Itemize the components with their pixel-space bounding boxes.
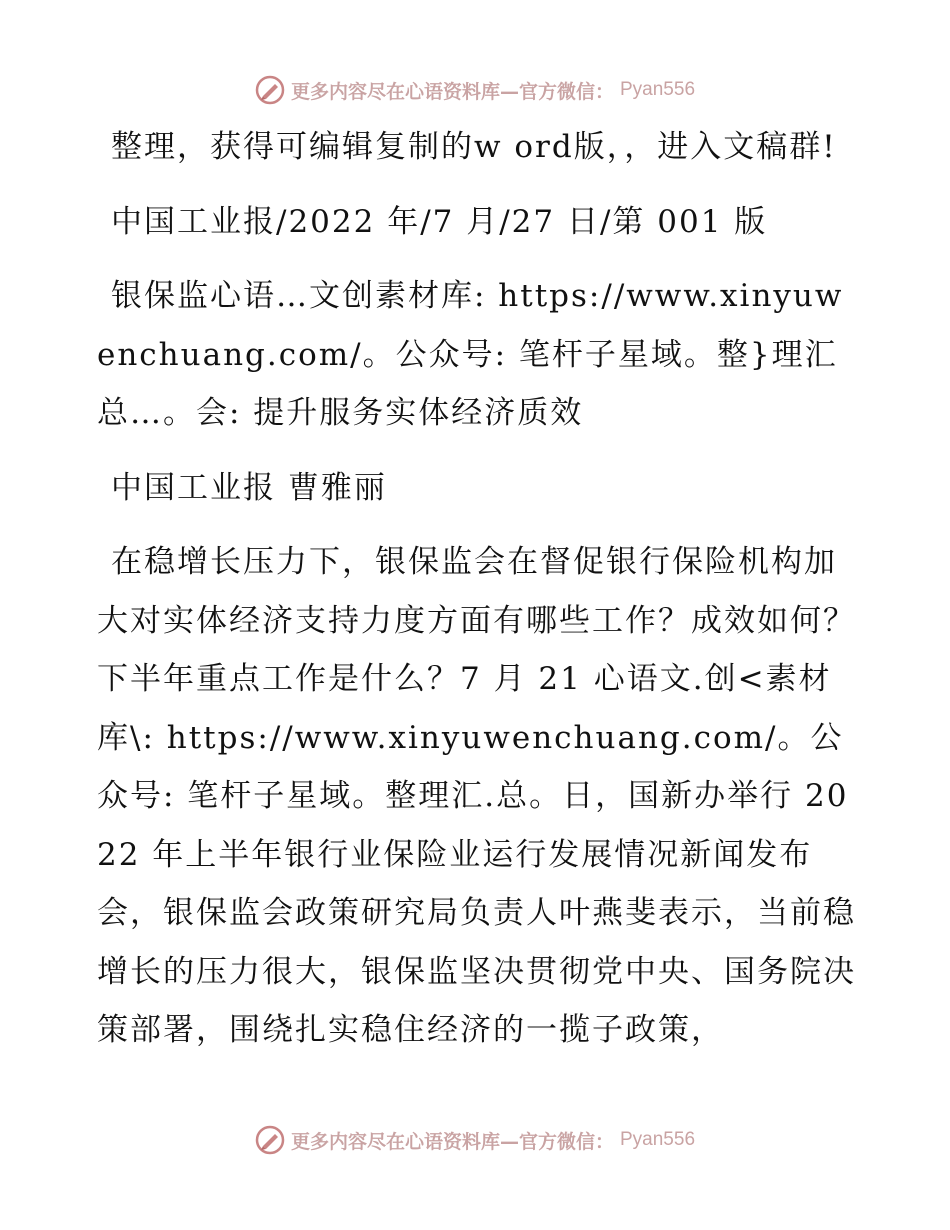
source-line: 中国工业报/2022 年/7 月/27 日/第 001 版 bbox=[111, 203, 768, 240]
logo-icon bbox=[255, 75, 285, 105]
watermark-text: 更多内容尽在心语资料库—官方微信： bbox=[290, 80, 614, 103]
document-body bbox=[97, 118, 857, 1076]
footer-watermark bbox=[0, 1120, 950, 1160]
watermark-text: 更多内容尽在心语资料库—官方微信： bbox=[290, 1130, 614, 1153]
header-watermark bbox=[0, 70, 950, 110]
body-paragraph: 在稳增长压力下，银保监会在督促银行保险机构加大对实体经济支持力度方面有哪些工作？成效如何？下半年重点工作是什么？7 月 21 心语文.创<素材库\: https://www.xinyuwenchuang.com/。公众号: 笔杆子星域。整理汇.总。日，国新办举行 2022 年上半年银行业保险业运行发展情况新闻发布会，银保监会政策研究局负责人叶燕斐表示，当前稳增长的压力很大，银保监坚决贯彻党中央、国务院决策部署，围绕扎实稳住经济的一揽子政策， bbox=[97, 544, 856, 1048]
headline-paragraph: 银保监心语…文创素材库: https://www.xinyuwenchuang.com/。公众号: 笔杆子星域。整}理汇总…。会: 提升服务实体经济质效 bbox=[97, 278, 844, 431]
logo-icon bbox=[255, 1125, 285, 1155]
watermark-wechat-id: Pyan556 bbox=[620, 79, 696, 100]
intro-paragraph: 整理，获得可编辑复制的w ord版，，进入文稿群! bbox=[111, 129, 837, 165]
watermark-wechat-id: Pyan556 bbox=[620, 1129, 696, 1150]
byline: 中国工业报 曹雅丽 bbox=[111, 469, 387, 506]
